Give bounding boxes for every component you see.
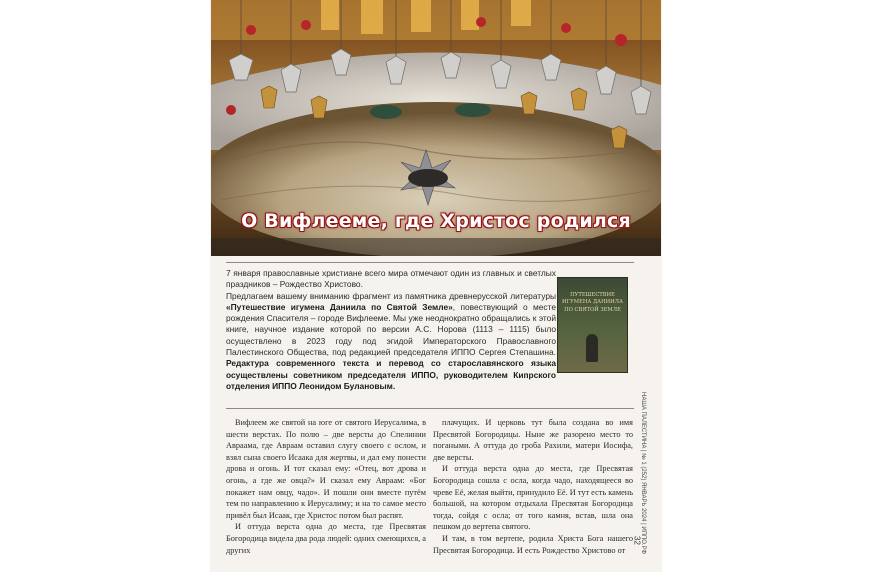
lead-paragraph-2: Предлагаем вашему вниманию фрагмент из памятника древнерусской литературы «Путешествие игумена Даниила по Святой Земле», повествующий о месте рождения Спасителя – городе Вифлееме. Мы уже неоднократно обращались к этой книге, научное издание которой по версии А.С. Норова (1113 – 1115) было осуществлено в 2023 году под эгидой Императорского Православного Палестинского Общества, под редакцией председателя ИППО Сергея Степашина. Редактура современного текста и перевод со старославянского языка осуществлены советником председателя ИППО, руководителем Кипрского отделения ИППО Леонидом Булановым. (226, 290, 556, 391)
lead-bottom-rule (226, 408, 634, 409)
body-paragraph: И там, в том вертепе, родила Христа Бога нашего Пресвятая Богородица. И есть Рождество Христово от (433, 533, 633, 555)
article-headline: О Вифлееме, где Христос родился (241, 210, 631, 232)
magazine-page (211, 0, 661, 572)
book-cover-title: ПУТЕШЕСТВИЕ ИГУМЕНА ДАНИИЛА ПО СВЯТОЙ ЗЕМЛЕ (562, 292, 623, 313)
lead-paragraph-1: 7 января православные христиане всего мира отмечают один из главных и светлых праздников – Рождество Христово. (226, 268, 556, 290)
body-paragraph: Вифлеем же святой на юге от святого Иерусалима, в шести верстах. По полю – две версты до Спелинии Авраама, где Авраам оставил слугу своего с ослом, и взял сына своего Исаака для жертвы, и дал ему понести дрова и огонь. И тот сказал ему: «Отец, вот дрова и огонь, а где же овца?» И сказал ему Авраам: «Бог покажет нам овцу, чадо». И пошли они вместе путём тем по направлению к Иерусалиму; и на то самое место привёл был Исаак, где Христос потом был распят. (226, 418, 426, 520)
body-paragraph: плачущих. И церковь тут была создана во имя Пресвятой Богородицы. Ныне же разорено место то погаными. А оттуда до гроба Рахили, матери Иосифа, две версты. (433, 418, 633, 462)
article-column-right (433, 417, 633, 556)
book-cover (557, 277, 628, 373)
lead-editor-credit: Редактура современного текста и перевод со старославянского языка осуществлены советником председателя ИППО, руководителем Кипрского отделения ИППО (226, 358, 556, 391)
body-paragraph: И оттуда верста одна до места, где Пресвятая Богородица видела два рода людей: одних смеющихся, а других (226, 522, 426, 555)
article-lead (226, 268, 556, 392)
page-side-margin (639, 0, 661, 572)
lead-editor-name: Леонидом Булановым. (299, 380, 396, 391)
article-column-left (226, 417, 426, 556)
lead-top-rule (226, 262, 634, 263)
book-title-bold: «Путешествие игумена Даниила по Святой Земле» (226, 301, 453, 312)
page-number: 32 (632, 536, 642, 545)
running-sidebar-text: НАША ПАЛЕСТИНА | № 1 (252) ЯНВАРЬ 2024 | ИППО.РФ (640, 392, 646, 555)
grotto-photo (211, 0, 661, 256)
body-paragraph: И оттуда верста одна до места, где Пресвятая Богородица сошла с осла, когда чадо, находящееся во чреве Её, желая выйти, принудило Её. И тут есть камень большой, на котором отдыхала Пресвятая Богородица тогда, сойдя с осла; от того камня, встав, шла она пешком до вертепа святого. (433, 464, 633, 532)
book-cover-figure (586, 334, 598, 362)
